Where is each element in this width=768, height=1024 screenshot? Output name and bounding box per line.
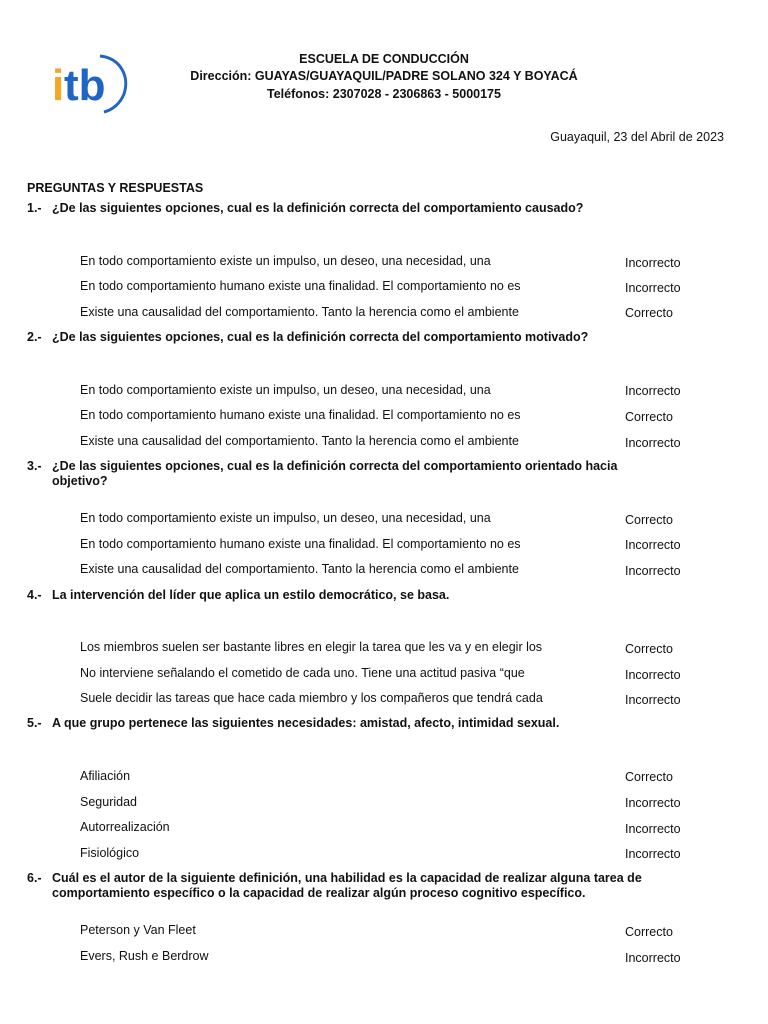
option-text: En todo comportamiento humano existe una finalidad. El comportamiento no es [80, 279, 521, 293]
option-text: En todo comportamiento existe un impulso, un deseo, una necesidad, una [80, 383, 491, 397]
option-result: Correcto [625, 306, 673, 320]
option-result: Correcto [625, 770, 673, 784]
option-result: Incorrecto [625, 436, 681, 450]
school-name: ESCUELA DE CONDUCCIÓN [299, 52, 469, 66]
option-result: Incorrecto [625, 693, 681, 707]
option-text: Existe una causalidad del comportamiento. Tanto la herencia como el ambiente [80, 562, 519, 576]
option-result: Incorrecto [625, 668, 681, 682]
option-result: Incorrecto [625, 951, 681, 965]
document-date: Guayaquil, 23 del Abril de 2023 [550, 130, 724, 144]
option-text: Existe una causalidad del comportamiento. Tanto la herencia como el ambiente [80, 305, 519, 319]
option-text: En todo comportamiento humano existe una finalidad. El comportamiento no es [80, 408, 521, 422]
option-result: Incorrecto [625, 847, 681, 861]
option-text: Peterson y Van Fleet [80, 923, 196, 937]
question-number: 4.- [27, 588, 42, 602]
option-text: Afiliación [80, 769, 131, 783]
option-text: Existe una causalidad del comportamiento. Tanto la herencia como el ambiente [80, 434, 519, 448]
option-result: Incorrecto [625, 281, 681, 295]
school-phones: Teléfonos: 2307028 - 2306863 - 5000175 [267, 87, 501, 101]
question-number: 1.- [27, 201, 42, 215]
option-result: Incorrecto [625, 256, 681, 270]
question-number: 6.- [27, 871, 42, 885]
option-result: Correcto [625, 925, 673, 939]
question-text: ¿De las siguientes opciones, cual es la definición correcta del comportamiento motivado? [52, 330, 589, 344]
question-text: ¿De las siguientes opciones, cual es la definición correcta del comportamiento causado? [52, 201, 584, 215]
option-text: Fisiológico [80, 846, 140, 860]
option-result: Incorrecto [625, 384, 681, 398]
option-result: Incorrecto [625, 822, 681, 836]
option-text: No interviene señalando el cometido de cada uno. Tiene una actitud pasiva “que [80, 666, 525, 680]
option-text: En todo comportamiento existe un impulso, un deseo, una necesidad, una [80, 511, 491, 525]
option-result: Correcto [625, 410, 673, 424]
option-text: Evers, Rush e Berdrow [80, 949, 209, 963]
option-result: Correcto [625, 513, 673, 527]
section-title: PREGUNTAS Y RESPUESTAS [27, 181, 204, 195]
option-result: Incorrecto [625, 564, 681, 578]
option-result: Incorrecto [625, 796, 681, 810]
question-text: La intervención del líder que aplica un estilo democrático, se basa. [52, 588, 450, 602]
option-text: Los miembros suelen ser bastante libres en elegir la tarea que les va y en elegir los [80, 640, 543, 654]
logo-letter-i: i [52, 61, 65, 110]
option-text: Autorrealización [80, 820, 170, 834]
option-text: En todo comportamiento existe un impulso, un deseo, una necesidad, una [80, 254, 491, 268]
question-text: Cuál es el autor de la siguiente definición, una habilidad es la capacidad de realizar alguna tarea de comportamiento específico o la capacidad de realizar algún proceso cognitivo específico. [52, 871, 642, 900]
option-text: Seguridad [80, 795, 137, 809]
question-text: ¿De las siguientes opciones, cual es la definición correcta del comportamiento orientado hacia objetivo? [52, 459, 618, 488]
question-number: 3.- [27, 459, 42, 473]
option-text: En todo comportamiento humano existe una finalidad. El comportamiento no es [80, 537, 521, 551]
question-number: 2.- [27, 330, 42, 344]
option-result: Incorrecto [625, 538, 681, 552]
question-number: 5.- [27, 716, 42, 730]
school-address: Dirección: GUAYAS/GUAYAQUIL/PADRE SOLANO 324 Y BOYACÁ [190, 69, 578, 83]
option-result: Correcto [625, 642, 673, 656]
question-text: A que grupo pertenece las siguientes necesidades: amistad, afecto, intimidad sexual. [52, 716, 560, 730]
logo-letters-tb: tb [64, 61, 106, 110]
option-text: Suele decidir las tareas que hace cada miembro y los compañeros que tendrá cada [80, 691, 543, 705]
